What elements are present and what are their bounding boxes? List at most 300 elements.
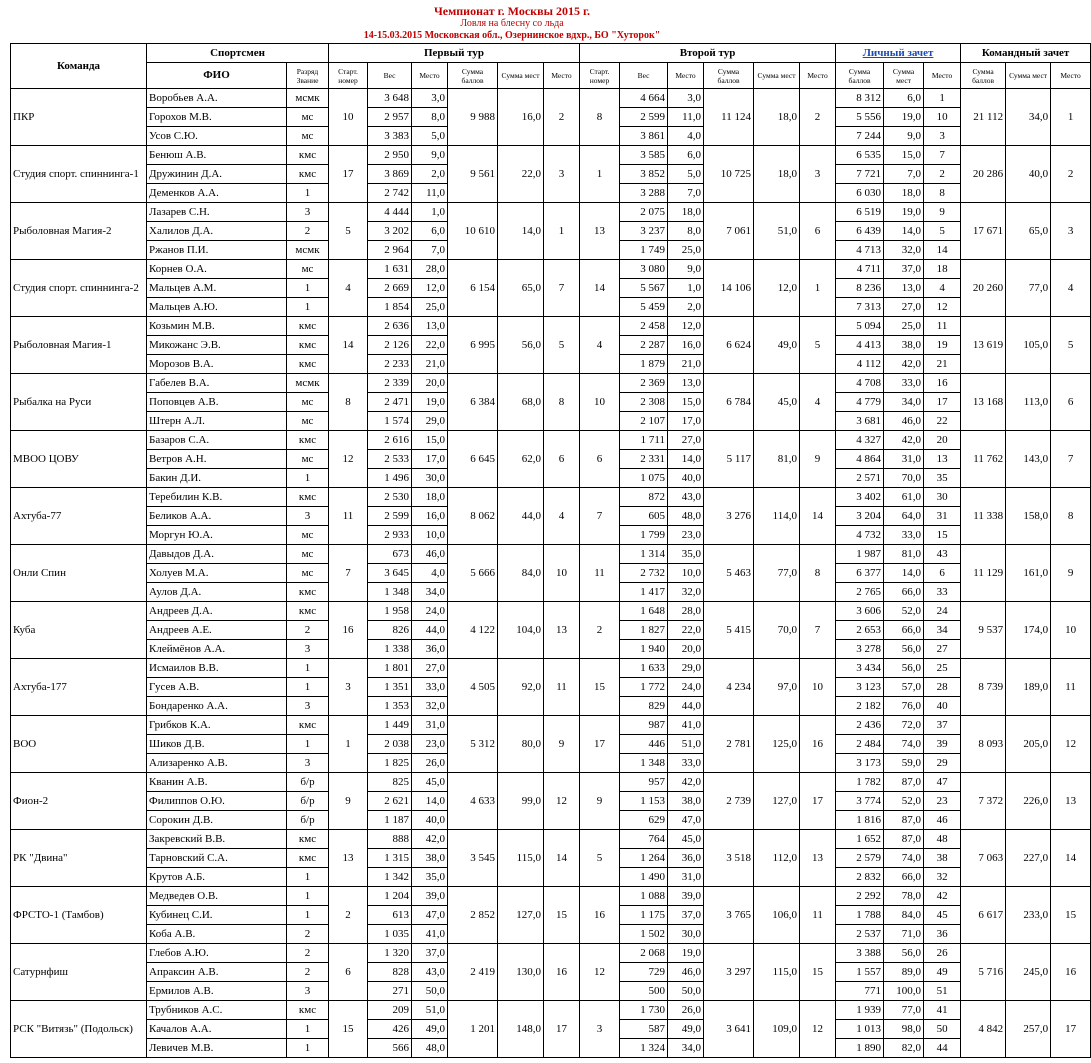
- personal-place: 28: [924, 678, 961, 697]
- start-number-round2: 8: [580, 89, 620, 146]
- athlete-rank: 1: [287, 1020, 329, 1039]
- weight-round2: 2 068: [620, 944, 668, 963]
- personal-sum-places: 66,0: [884, 621, 924, 640]
- col-place-2: Место: [668, 63, 704, 89]
- team-total-points: 7 372: [961, 773, 1006, 830]
- team-sum-points-round1: 6 154: [448, 260, 498, 317]
- athlete-name: Корнев О.А.: [147, 260, 287, 279]
- col-start-1: Старт. номер: [329, 63, 368, 89]
- start-number-round1: 13: [329, 830, 368, 887]
- personal-sum-points: 7 313: [836, 298, 884, 317]
- personal-sum-places: 98,0: [884, 1020, 924, 1039]
- athlete-name: Медведев О.В.: [147, 887, 287, 906]
- place-round2: 19,0: [668, 944, 704, 963]
- team-name: ПКР: [11, 89, 147, 146]
- team-place-round1: 15: [544, 887, 580, 944]
- team-sum-places-round2: 12,0: [754, 260, 800, 317]
- athlete-name: Крутов А.Б.: [147, 868, 287, 887]
- team-place-round2: 12: [800, 1001, 836, 1058]
- personal-sum-points: 4 732: [836, 526, 884, 545]
- team-sum-places-round2: 77,0: [754, 545, 800, 602]
- team-sum-places-round1: 62,0: [498, 431, 544, 488]
- team-sum-points-round1: 9 561: [448, 146, 498, 203]
- team-sum-points-round2: 5 117: [704, 431, 754, 488]
- team-sum-points-round1: 3 545: [448, 830, 498, 887]
- team-total-places: 113,0: [1006, 374, 1051, 431]
- personal-place: 30: [924, 488, 961, 507]
- table-row: [11, 317, 1091, 336]
- weight-round2: 1 153: [620, 792, 668, 811]
- personal-sum-places: 78,0: [884, 887, 924, 906]
- athlete-rank: кмс: [287, 830, 329, 849]
- team-sum-points-round1: 5 312: [448, 716, 498, 773]
- personal-place: 35: [924, 469, 961, 488]
- team-final-place: 15: [1051, 887, 1091, 944]
- personal-sum-points: 3 434: [836, 659, 884, 678]
- athlete-name: Андреев А.Е.: [147, 621, 287, 640]
- place-round1: 7,0: [412, 241, 448, 260]
- col-team: Команда: [11, 44, 147, 89]
- col-round1: Первый тур: [329, 44, 580, 63]
- personal-sum-places: 71,0: [884, 925, 924, 944]
- place-round1: 13,0: [412, 317, 448, 336]
- personal-place: 37: [924, 716, 961, 735]
- start-number-round1: 8: [329, 374, 368, 431]
- col-athlete: Спортсмен: [147, 44, 329, 63]
- personal-sum-places: 100,0: [884, 982, 924, 1001]
- athlete-rank: 2: [287, 222, 329, 241]
- athlete-rank: 1: [287, 735, 329, 754]
- venue-line: 14-15.03.2015 Московская обл., Озернинское вдхр., БО "Хуторок": [363, 30, 661, 41]
- personal-sum-places: 27,0: [884, 298, 924, 317]
- athlete-name: Исмаилов В.В.: [147, 659, 287, 678]
- team-sum-places-round2: 112,0: [754, 830, 800, 887]
- team-place-round2: 15: [800, 944, 836, 1001]
- personal-sum-places: 74,0: [884, 735, 924, 754]
- athlete-name: Трубников А.С.: [147, 1001, 287, 1020]
- place-round1: 29,0: [412, 412, 448, 431]
- start-number-round2: 17: [580, 716, 620, 773]
- place-round1: 32,0: [412, 697, 448, 716]
- athlete-name: Качалов А.А.: [147, 1020, 287, 1039]
- personal-sum-places: 56,0: [884, 944, 924, 963]
- place-round2: 49,0: [668, 1020, 704, 1039]
- table-row: [11, 89, 1091, 108]
- weight-round1: 1 854: [368, 298, 412, 317]
- weight-round1: 1 035: [368, 925, 412, 944]
- col-sum-places-1: Сумма мест: [498, 63, 544, 89]
- personal-place: 22: [924, 412, 961, 431]
- athlete-name: Морозов В.А.: [147, 355, 287, 374]
- weight-round1: 4 444: [368, 203, 412, 222]
- personal-sum-points: 771: [836, 982, 884, 1001]
- weight-round1: 2 950: [368, 146, 412, 165]
- team-sum-points-round2: 14 106: [704, 260, 754, 317]
- team-sum-points-round2: 3 297: [704, 944, 754, 1001]
- team-name: Онли Спин: [11, 545, 147, 602]
- personal-sum-places: 33,0: [884, 526, 924, 545]
- start-number-round1: 2: [329, 887, 368, 944]
- personal-sum-points: 2 571: [836, 469, 884, 488]
- weight-round2: 1 799: [620, 526, 668, 545]
- team-total-places: 143,0: [1006, 431, 1051, 488]
- team-sum-places-round2: 109,0: [754, 1001, 800, 1058]
- personal-place: 51: [924, 982, 961, 1001]
- start-number-round2: 10: [580, 374, 620, 431]
- start-number-round1: 12: [329, 431, 368, 488]
- table-row: [11, 374, 1091, 393]
- col-place-1: Место: [412, 63, 448, 89]
- team-place-round2: 6: [800, 203, 836, 260]
- personal-place: 20: [924, 431, 961, 450]
- personal-place: 47: [924, 773, 961, 792]
- table-row: [11, 146, 1091, 165]
- athlete-rank: 1: [287, 1039, 329, 1058]
- place-round1: 34,0: [412, 583, 448, 602]
- team-final-place: 5: [1051, 317, 1091, 374]
- weight-round2: 1 633: [620, 659, 668, 678]
- personal-sum-places: 32,0: [884, 241, 924, 260]
- start-number-round1: 11: [329, 488, 368, 545]
- athlete-rank: 1: [287, 184, 329, 203]
- personal-place: 24: [924, 602, 961, 621]
- personal-place: 1: [924, 89, 961, 108]
- personal-place: 6: [924, 564, 961, 583]
- weight-round1: 1 631: [368, 260, 412, 279]
- weight-round1: 2 233: [368, 355, 412, 374]
- table-row: [11, 602, 1091, 621]
- start-number-round2: 16: [580, 887, 620, 944]
- col-team-sum-points: Сумма баллов: [961, 63, 1006, 89]
- place-round1: 2,0: [412, 165, 448, 184]
- place-round1: 5,0: [412, 127, 448, 146]
- athlete-name: Тарновский С.А.: [147, 849, 287, 868]
- team-sum-points-round1: 4 505: [448, 659, 498, 716]
- weight-round1: 1 320: [368, 944, 412, 963]
- place-round2: 22,0: [668, 621, 704, 640]
- personal-place: 38: [924, 849, 961, 868]
- personal-place: 49: [924, 963, 961, 982]
- team-name: Сатурнфиш: [11, 944, 147, 1001]
- weight-round1: 1 496: [368, 469, 412, 488]
- personal-place: 42: [924, 887, 961, 906]
- col-sum-points-2: Сумма баллов: [704, 63, 754, 89]
- team-final-place: 7: [1051, 431, 1091, 488]
- athlete-name: Штерн А.Л.: [147, 412, 287, 431]
- personal-sum-places: 66,0: [884, 868, 924, 887]
- team-final-place: 3: [1051, 203, 1091, 260]
- personal-sum-points: 1 652: [836, 830, 884, 849]
- weight-round1: 2 964: [368, 241, 412, 260]
- weight-round2: 1 711: [620, 431, 668, 450]
- athlete-rank: мс: [287, 108, 329, 127]
- athlete-rank: 1: [287, 469, 329, 488]
- personal-sum-places: 15,0: [884, 146, 924, 165]
- place-round1: 8,0: [412, 108, 448, 127]
- personal-sum-points: 4 112: [836, 355, 884, 374]
- place-round2: 47,0: [668, 811, 704, 830]
- personal-sum-places: 6,0: [884, 89, 924, 108]
- weight-round1: 2 742: [368, 184, 412, 203]
- start-number-round2: 9: [580, 773, 620, 830]
- athlete-rank: кмс: [287, 1001, 329, 1020]
- athlete-name: Глебов А.Ю.: [147, 944, 287, 963]
- col-team-place-1: Место: [544, 63, 580, 89]
- table-row: [11, 944, 1091, 963]
- athlete-name: Поповцев А.В.: [147, 393, 287, 412]
- personal-sum-places: 61,0: [884, 488, 924, 507]
- athlete-rank: 1: [287, 906, 329, 925]
- place-round1: 12,0: [412, 279, 448, 298]
- athlete-rank: мс: [287, 564, 329, 583]
- weight-round2: 605: [620, 507, 668, 526]
- personal-standings-link[interactable]: Личный зачет: [862, 46, 934, 59]
- personal-sum-points: 6 519: [836, 203, 884, 222]
- weight-round1: 1 348: [368, 583, 412, 602]
- personal-sum-places: 87,0: [884, 830, 924, 849]
- team-final-place: 9: [1051, 545, 1091, 602]
- col-fio: ФИО: [147, 63, 287, 89]
- personal-sum-points: 4 713: [836, 241, 884, 260]
- personal-sum-places: 87,0: [884, 773, 924, 792]
- team-final-place: 1: [1051, 89, 1091, 146]
- start-number-round2: 6: [580, 431, 620, 488]
- personal-sum-points: 8 312: [836, 89, 884, 108]
- team-sum-points-round2: 3 276: [704, 488, 754, 545]
- personal-place: 39: [924, 735, 961, 754]
- team-sum-places-round1: 80,0: [498, 716, 544, 773]
- personal-sum-places: 7,0: [884, 165, 924, 184]
- place-round1: 26,0: [412, 754, 448, 773]
- weight-round2: 2 458: [620, 317, 668, 336]
- personal-sum-places: 13,0: [884, 279, 924, 298]
- weight-round1: 826: [368, 621, 412, 640]
- weight-round2: 829: [620, 697, 668, 716]
- team-sum-points-round2: 3 641: [704, 1001, 754, 1058]
- personal-sum-points: 2 484: [836, 735, 884, 754]
- team-sum-places-round2: 49,0: [754, 317, 800, 374]
- place-round1: 21,0: [412, 355, 448, 374]
- place-round1: 23,0: [412, 735, 448, 754]
- place-round2: 21,0: [668, 355, 704, 374]
- col-personal[interactable]: [836, 44, 961, 63]
- team-sum-points-round2: 3 765: [704, 887, 754, 944]
- weight-round1: 2 933: [368, 526, 412, 545]
- team-final-place: 10: [1051, 602, 1091, 659]
- team-total-places: 233,0: [1006, 887, 1051, 944]
- place-round2: 38,0: [668, 792, 704, 811]
- team-sum-places-round1: 84,0: [498, 545, 544, 602]
- team-place-round2: 8: [800, 545, 836, 602]
- weight-round1: 1 353: [368, 697, 412, 716]
- team-place-round2: 7: [800, 602, 836, 659]
- place-round2: 26,0: [668, 1001, 704, 1020]
- weight-round2: 1 324: [620, 1039, 668, 1058]
- team-total-places: 34,0: [1006, 89, 1051, 146]
- team-sum-places-round1: 56,0: [498, 317, 544, 374]
- athlete-rank: 3: [287, 982, 329, 1001]
- personal-sum-places: 89,0: [884, 963, 924, 982]
- place-round2: 12,0: [668, 317, 704, 336]
- weight-round2: 2 331: [620, 450, 668, 469]
- personal-sum-places: 52,0: [884, 602, 924, 621]
- team-total-places: 245,0: [1006, 944, 1051, 1001]
- place-round1: 15,0: [412, 431, 448, 450]
- personal-place: 17: [924, 393, 961, 412]
- team-total-places: 205,0: [1006, 716, 1051, 773]
- team-sum-places-round1: 14,0: [498, 203, 544, 260]
- athlete-name: Закревский В.В.: [147, 830, 287, 849]
- start-number-round2: 13: [580, 203, 620, 260]
- results-table: [10, 43, 1091, 1058]
- team-sum-places-round2: 127,0: [754, 773, 800, 830]
- table-row: [11, 887, 1091, 906]
- place-round2: 24,0: [668, 678, 704, 697]
- col-start-2: Старт. номер: [580, 63, 620, 89]
- athlete-name: Апраксин А.В.: [147, 963, 287, 982]
- personal-place: 26: [924, 944, 961, 963]
- place-round1: 3,0: [412, 89, 448, 108]
- weight-round2: 1 490: [620, 868, 668, 887]
- team-total-places: 189,0: [1006, 659, 1051, 716]
- place-round1: 31,0: [412, 716, 448, 735]
- weight-round2: 2 369: [620, 374, 668, 393]
- personal-sum-places: 56,0: [884, 659, 924, 678]
- personal-place: 7: [924, 146, 961, 165]
- weight-round2: 5 567: [620, 279, 668, 298]
- athlete-name: Кванин А.В.: [147, 773, 287, 792]
- athlete-rank: кмс: [287, 165, 329, 184]
- weight-round2: 3 861: [620, 127, 668, 146]
- weight-round2: 1 749: [620, 241, 668, 260]
- team-place-round1: 17: [544, 1001, 580, 1058]
- team-total-points: 11 762: [961, 431, 1006, 488]
- team-final-place: 11: [1051, 659, 1091, 716]
- personal-sum-places: 25,0: [884, 317, 924, 336]
- team-total-points: 11 129: [961, 545, 1006, 602]
- weight-round1: 673: [368, 545, 412, 564]
- weight-round2: 2 287: [620, 336, 668, 355]
- personal-sum-points: 1 782: [836, 773, 884, 792]
- team-sum-points-round2: 5 463: [704, 545, 754, 602]
- weight-round1: 3 202: [368, 222, 412, 241]
- place-round2: 39,0: [668, 887, 704, 906]
- weight-round2: 764: [620, 830, 668, 849]
- col-weight-1: Вес: [368, 63, 412, 89]
- team-name: ВОО: [11, 716, 147, 773]
- personal-sum-places: 77,0: [884, 1001, 924, 1020]
- team-final-place: 17: [1051, 1001, 1091, 1058]
- team-sum-points-round1: 10 610: [448, 203, 498, 260]
- personal-place: 11: [924, 317, 961, 336]
- start-number-round2: 3: [580, 1001, 620, 1058]
- team-place-round2: 9: [800, 431, 836, 488]
- athlete-rank: 2: [287, 925, 329, 944]
- place-round2: 42,0: [668, 773, 704, 792]
- personal-sum-places: 72,0: [884, 716, 924, 735]
- weight-round1: 209: [368, 1001, 412, 1020]
- team-place-round2: 3: [800, 146, 836, 203]
- personal-sum-points: 3 606: [836, 602, 884, 621]
- start-number-round1: 3: [329, 659, 368, 716]
- place-round1: 6,0: [412, 222, 448, 241]
- athlete-name: Лазарев С.Н.: [147, 203, 287, 222]
- team-total-places: 105,0: [1006, 317, 1051, 374]
- personal-place: 19: [924, 336, 961, 355]
- team-final-place: 4: [1051, 260, 1091, 317]
- place-round1: 42,0: [412, 830, 448, 849]
- team-name: Студия спорт. спиннинга-1: [11, 146, 147, 203]
- col-team-place-2: Место: [800, 63, 836, 89]
- team-sum-points-round2: 4 234: [704, 659, 754, 716]
- athlete-name: Микожанс Э.В.: [147, 336, 287, 355]
- start-number-round2: 11: [580, 545, 620, 602]
- weight-round2: 957: [620, 773, 668, 792]
- team-place-round2: 4: [800, 374, 836, 431]
- athlete-name: Беликов А.А.: [147, 507, 287, 526]
- team-sum-places-round1: 65,0: [498, 260, 544, 317]
- place-round1: 45,0: [412, 773, 448, 792]
- personal-place: 41: [924, 1001, 961, 1020]
- place-round2: 41,0: [668, 716, 704, 735]
- athlete-rank: 1: [287, 659, 329, 678]
- personal-sum-places: 38,0: [884, 336, 924, 355]
- weight-round1: 2 669: [368, 279, 412, 298]
- team-final-place: 14: [1051, 830, 1091, 887]
- personal-place: 15: [924, 526, 961, 545]
- weight-round1: 2 339: [368, 374, 412, 393]
- athlete-name: Клеймёнов А.А.: [147, 640, 287, 659]
- athlete-rank: 2: [287, 621, 329, 640]
- athlete-rank: б/р: [287, 811, 329, 830]
- team-total-places: 226,0: [1006, 773, 1051, 830]
- place-round2: 5,0: [668, 165, 704, 184]
- team-place-round1: 11: [544, 659, 580, 716]
- personal-sum-points: 3 681: [836, 412, 884, 431]
- personal-place: 46: [924, 811, 961, 830]
- team-place-round1: 14: [544, 830, 580, 887]
- weight-round2: 1 502: [620, 925, 668, 944]
- personal-place: 45: [924, 906, 961, 925]
- table-row: [11, 545, 1091, 564]
- athlete-rank: мс: [287, 450, 329, 469]
- place-round1: 46,0: [412, 545, 448, 564]
- table-row: [11, 773, 1091, 792]
- personal-sum-places: 19,0: [884, 203, 924, 222]
- team-name: Рыболовная Магия-1: [11, 317, 147, 374]
- weight-round2: 2 107: [620, 412, 668, 431]
- athlete-name: Кубинец С.И.: [147, 906, 287, 925]
- personal-sum-places: 18,0: [884, 184, 924, 203]
- team-place-round2: 2: [800, 89, 836, 146]
- personal-sum-places: 76,0: [884, 697, 924, 716]
- team-sum-points-round1: 6 645: [448, 431, 498, 488]
- team-place-round2: 16: [800, 716, 836, 773]
- team-place-round1: 4: [544, 488, 580, 545]
- place-round1: 40,0: [412, 811, 448, 830]
- weight-round1: 1 187: [368, 811, 412, 830]
- personal-sum-places: 64,0: [884, 507, 924, 526]
- athlete-name: Ализаренко А.В.: [147, 754, 287, 773]
- start-number-round1: 7: [329, 545, 368, 602]
- team-name: Ахтуба-177: [11, 659, 147, 716]
- athlete-rank: 1: [287, 298, 329, 317]
- personal-place: 2: [924, 165, 961, 184]
- weight-round1: 2 957: [368, 108, 412, 127]
- personal-sum-points: 3 402: [836, 488, 884, 507]
- team-sum-places-round2: 97,0: [754, 659, 800, 716]
- weight-round2: 1 348: [620, 754, 668, 773]
